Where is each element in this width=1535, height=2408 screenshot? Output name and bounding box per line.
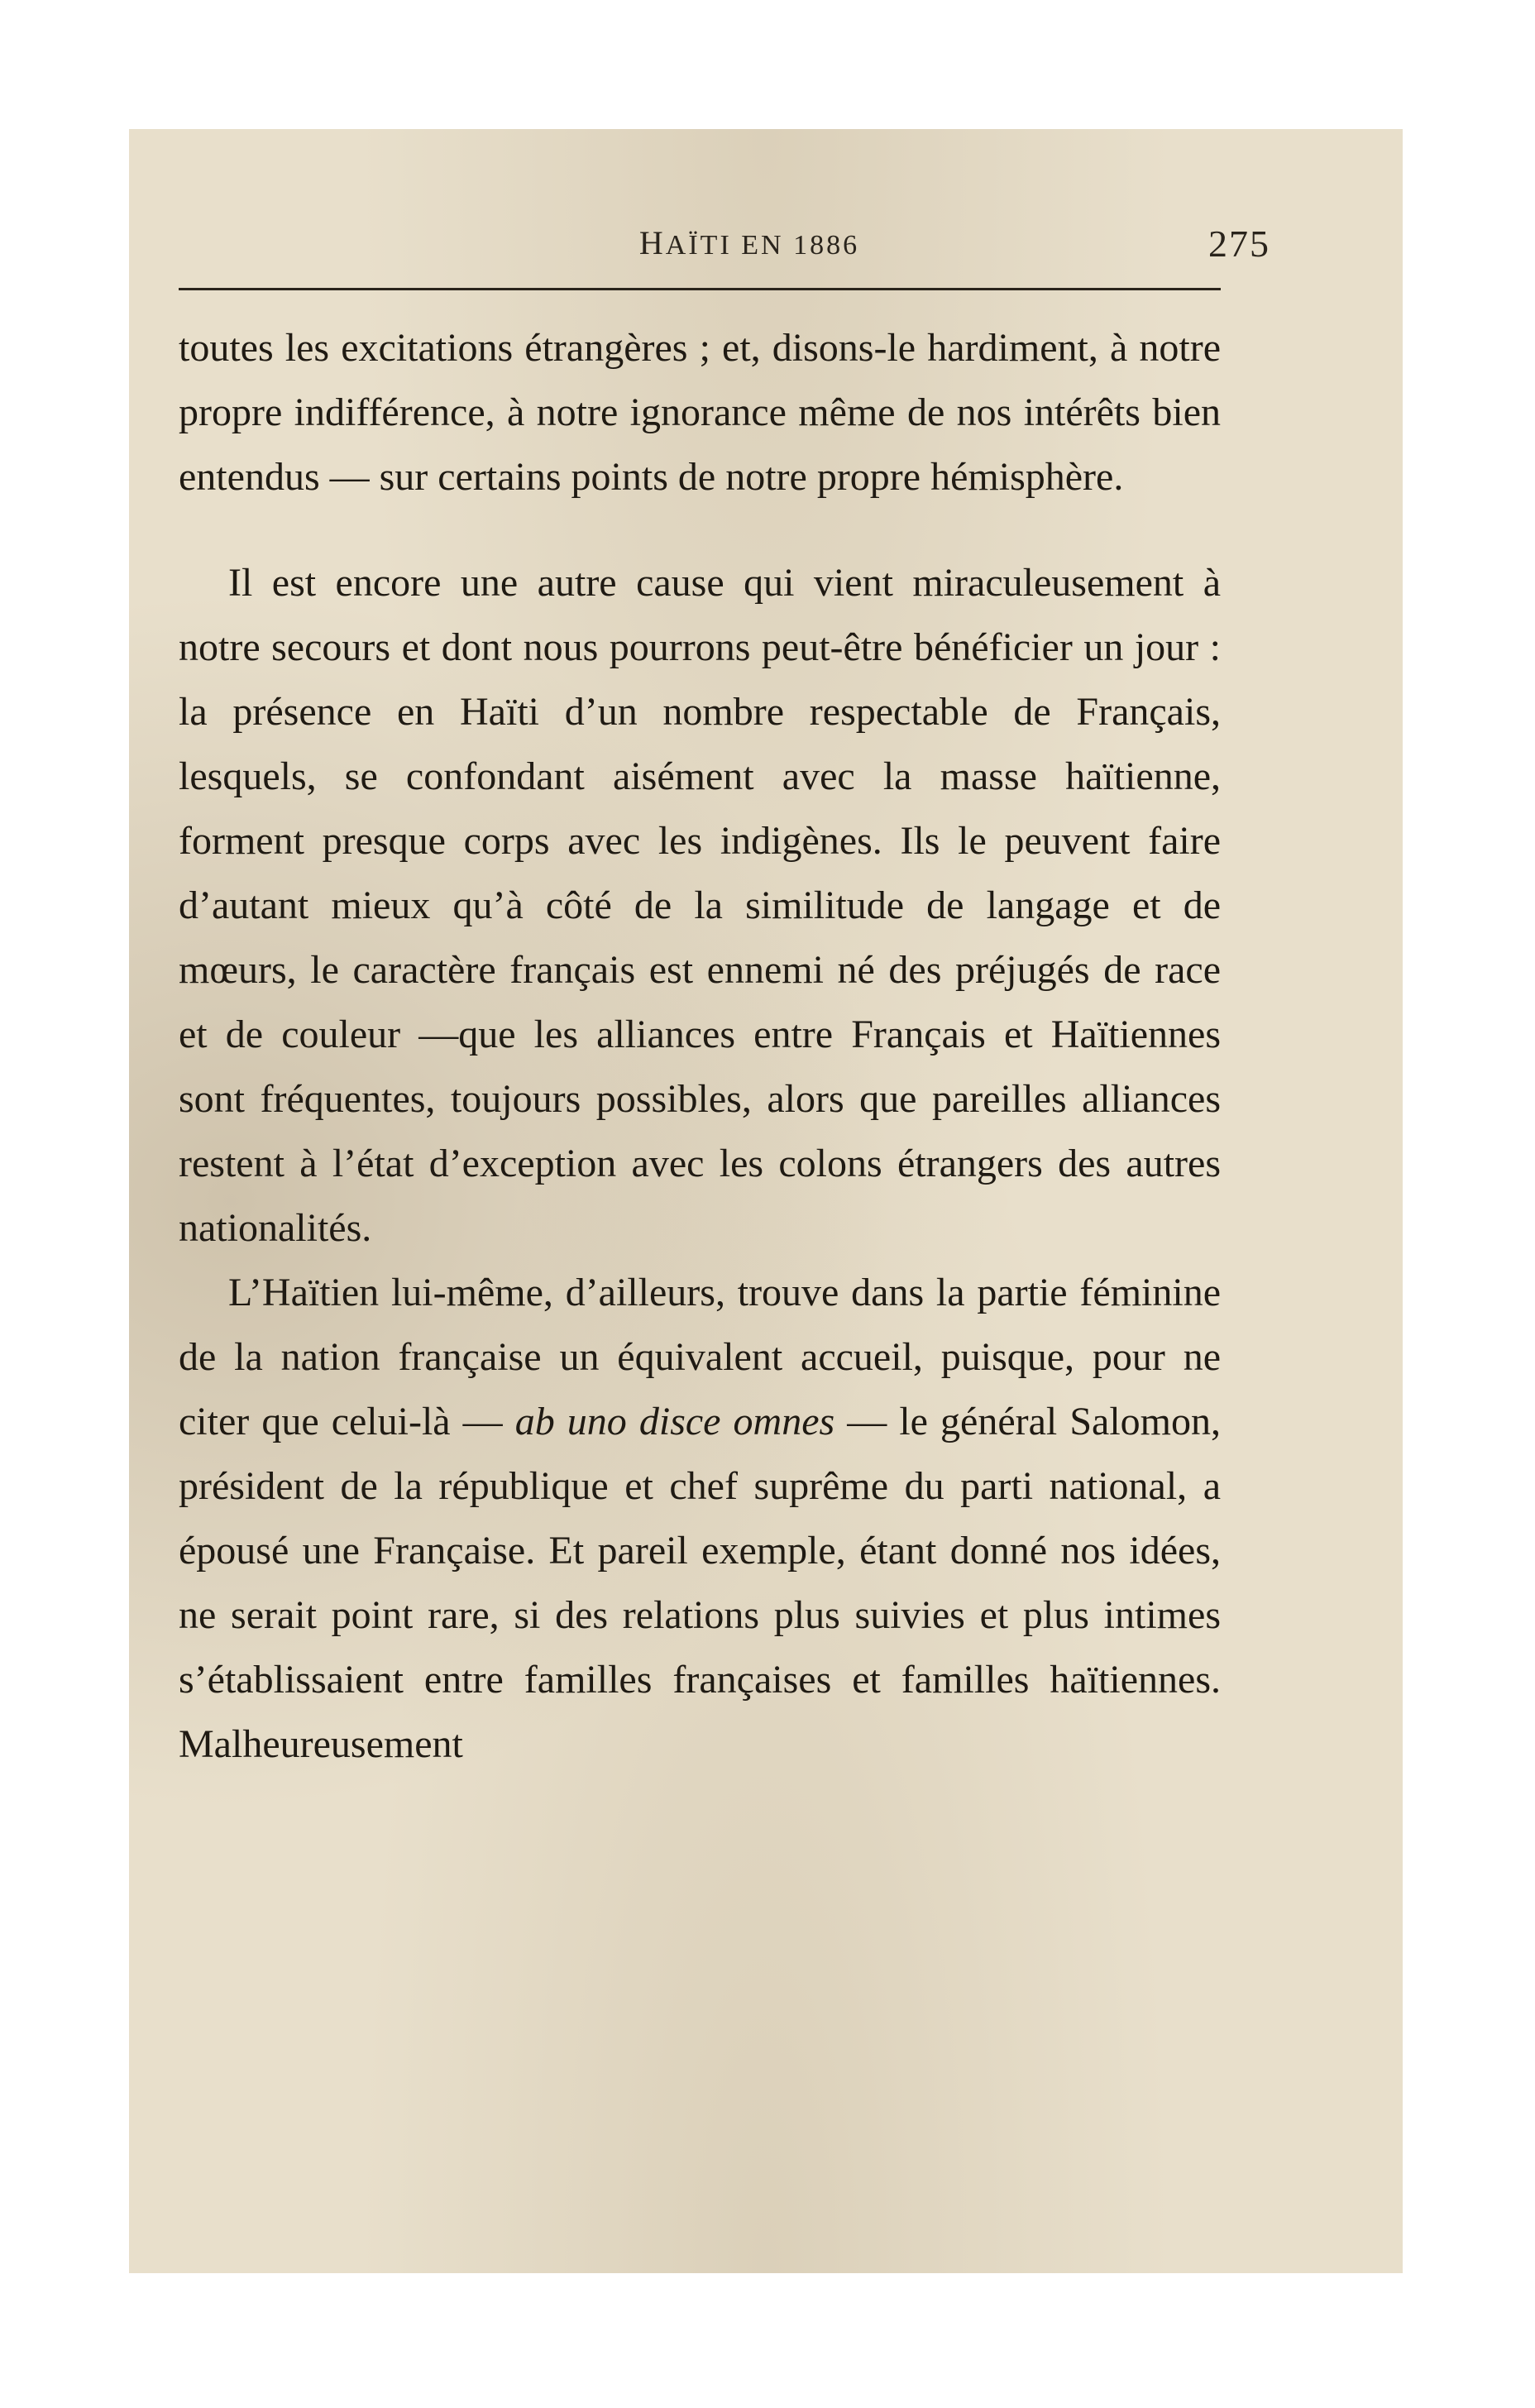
running-title bbox=[228, 223, 1270, 262]
latin-phrase: ab uno disce omnes bbox=[514, 1400, 835, 1443]
page-header bbox=[228, 218, 1270, 268]
body-text bbox=[179, 316, 1221, 1777]
paragraph-3-part-2: — le général Salomon, président de la république et chef suprême du parti national, a épousé une Française. Et pareil exemple, étant donné nos idées, ne serait point rare, si des relations plus suivies et plus intimes s’établissaient entre familles françaises et familles haïtiennes. Malheureusement bbox=[179, 1400, 1221, 1766]
paragraph-2: Il est encore une autre cause qui vient miraculeusement à notre secours et dont nous pourrons peut-être bénéficier un jour : la présence en Haïti d’un nombre respectable de Français, lesquels, se confondant aisément avec la masse haïtienne, forment presque corps avec les indigènes. Ils le peuvent faire d’autant mieux qu’à côté de la similitude de langage et de mœurs, le caractère français est ennemi né des préjugés de race et de couleur —que les alliances entre Français et Haïtiennes sont fréquentes, toujours possibles, alors que pareilles alliances restent à l’état d’exception avec les colons étrangers des autres nationalités. bbox=[179, 561, 1221, 1250]
paragraph-3-part-1: L’Haïtien lui-même, d’ailleurs, trouve dans la partie féminine de la nation française un équivalent accueil, puisque, pour ne citer que celui-là — bbox=[179, 1271, 1221, 1443]
running-title-lead: H bbox=[638, 224, 666, 261]
paragraph-1: toutes les excitations étrangères ; et, disons-le hardiment, à notre propre indifférence, à notre ignorance même de nos intérêts bien entendus — sur certains points de notre propre hémisphère. bbox=[179, 326, 1221, 499]
scanned-page bbox=[129, 129, 1403, 2273]
page-number: 275 bbox=[1208, 223, 1270, 265]
paragraph-gap bbox=[179, 510, 1221, 551]
paragraph-3 bbox=[179, 1261, 1221, 1777]
running-title-rest: AÏTI EN 1886 bbox=[665, 230, 860, 261]
header-rule bbox=[179, 288, 1221, 290]
